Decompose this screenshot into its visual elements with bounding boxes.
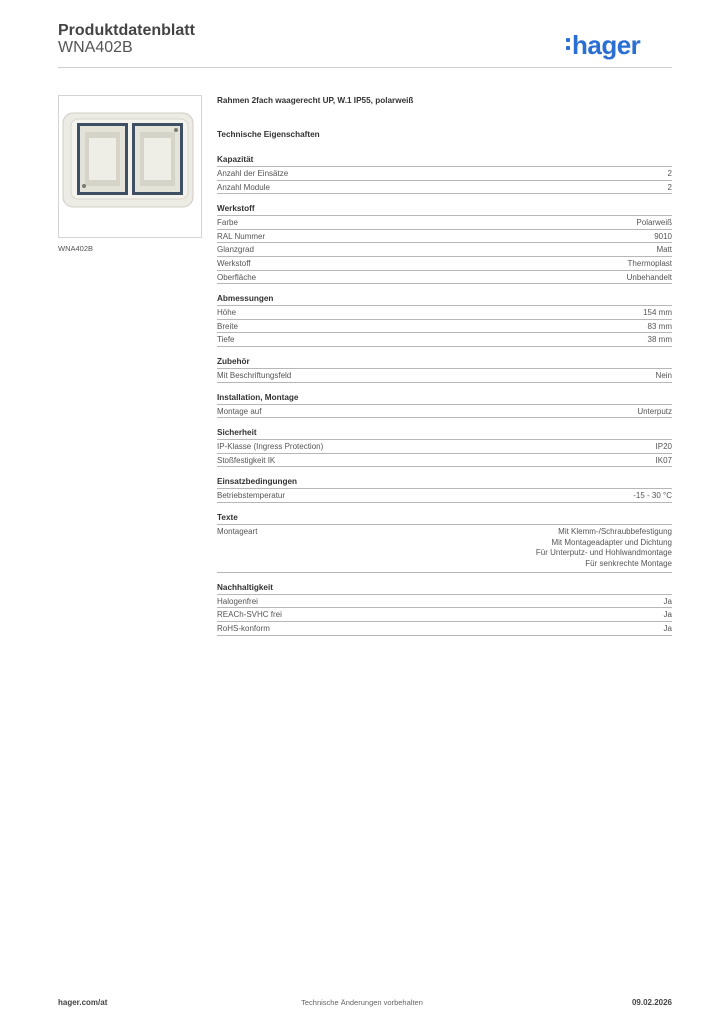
property-row — [217, 622, 672, 636]
hager-logo — [566, 30, 674, 60]
logo-text: hager — [572, 30, 641, 60]
property-section — [217, 155, 672, 194]
property-label: Oberfläche — [217, 272, 257, 282]
property-value: 9010 — [654, 231, 672, 241]
property-value — [536, 527, 672, 570]
property-section — [217, 357, 672, 383]
section-title: Werkstoff — [217, 204, 672, 216]
property-label: REACh-SVHC frei — [217, 610, 282, 620]
property-label: RoHS-konform — [217, 623, 270, 633]
property-section — [217, 477, 672, 503]
property-value: Ja — [663, 610, 672, 620]
section-title: Zubehör — [217, 357, 672, 369]
section-title: Abmessungen — [217, 294, 672, 306]
property-value-line: Mit Montageadapter und Dichtung — [551, 537, 672, 547]
property-value-line: Für Unterputz- und Hohlwandmontage — [535, 548, 672, 558]
product-code: WNA402B — [58, 39, 133, 56]
property-row — [217, 454, 672, 468]
property-label: Montage auf — [217, 406, 262, 416]
image-caption: WNA402B — [58, 244, 94, 253]
property-row — [217, 230, 672, 244]
property-label: Breite — [217, 321, 238, 331]
property-row — [217, 525, 672, 573]
property-row — [217, 167, 672, 181]
property-label: Halogenfrei — [217, 596, 258, 606]
frame-product-icon — [59, 96, 201, 237]
property-row — [217, 257, 672, 271]
property-value: -15 - 30 °C — [633, 491, 672, 501]
property-value: Ja — [663, 596, 672, 606]
property-value: Ja — [663, 623, 672, 633]
property-label: Farbe — [217, 218, 238, 228]
tech-properties-title: Technische Eigenschaften — [217, 130, 320, 139]
section-title: Einsatzbedingungen — [217, 477, 672, 489]
section-title: Sicherheit — [217, 428, 672, 440]
property-row — [217, 333, 672, 347]
property-label: Betriebstemperatur — [217, 491, 286, 501]
property-label: Montageart — [217, 526, 258, 536]
property-value: Polarweiß — [636, 218, 672, 228]
property-row — [217, 489, 672, 503]
property-section — [217, 513, 672, 573]
section-title: Kapazität — [217, 155, 672, 167]
logo-dots-icon — [566, 38, 570, 50]
property-value: 2 — [667, 169, 672, 178]
property-row — [217, 595, 672, 609]
property-label: Anzahl der Einsätze — [217, 169, 289, 178]
section-title: Texte — [217, 513, 672, 525]
property-label: RAL Nummer — [217, 231, 266, 241]
section-title: Nachhaltigkeit — [217, 583, 672, 595]
property-row — [217, 405, 672, 419]
page-title: Produktdatenblatt — [58, 22, 195, 39]
property-label: Höhe — [217, 308, 237, 318]
property-value: Matt — [656, 245, 672, 255]
header-divider — [58, 67, 672, 68]
property-value: Nein — [655, 370, 672, 380]
property-row — [217, 181, 672, 195]
property-section — [217, 428, 672, 467]
property-label: Tiefe — [217, 335, 235, 345]
property-row — [217, 369, 672, 383]
property-row — [217, 216, 672, 230]
footer-disclaimer: Technische Änderungen vorbehalten — [301, 998, 423, 1007]
product-image — [58, 95, 202, 238]
property-value: Unterputz — [637, 406, 672, 416]
property-value: IK07 — [655, 455, 672, 465]
section-title: Installation, Montage — [217, 393, 672, 405]
property-section — [217, 294, 672, 347]
property-value: 38 mm — [647, 335, 672, 345]
property-label: IP-Klasse (Ingress Protection) — [217, 442, 324, 452]
property-value-line: Mit Klemm-/Schraubbefestigung — [558, 526, 672, 536]
property-section — [217, 204, 672, 284]
property-value: Unbehandelt — [626, 272, 672, 282]
property-value: Thermoplast — [627, 258, 672, 268]
property-value: IP20 — [655, 442, 672, 452]
property-row — [217, 320, 672, 334]
property-label: Glanzgrad — [217, 245, 254, 255]
property-value-line: Für senkrechte Montage — [585, 559, 672, 569]
property-row — [217, 306, 672, 320]
property-label: Stoßfestigkeit IK — [217, 455, 276, 465]
property-value: 154 mm — [643, 308, 672, 318]
datasheet-content — [217, 95, 672, 636]
property-value: 83 mm — [647, 321, 672, 331]
property-section — [217, 583, 672, 636]
property-row — [217, 243, 672, 257]
footer-date: 09.02.2026 — [631, 998, 672, 1007]
property-label: Anzahl Module — [217, 182, 270, 192]
product-description: Rahmen 2fach waagerecht UP, W.1 IP55, polarweiß — [217, 96, 414, 105]
property-label: Mit Beschriftungsfeld — [217, 370, 292, 380]
property-sections — [217, 155, 672, 636]
property-row — [217, 440, 672, 454]
property-row — [217, 271, 672, 285]
property-row — [217, 608, 672, 622]
property-label: Werkstoff — [217, 258, 251, 268]
footer-website: hager.com/at — [58, 998, 108, 1007]
property-section — [217, 393, 672, 419]
property-value: 2 — [667, 182, 672, 192]
